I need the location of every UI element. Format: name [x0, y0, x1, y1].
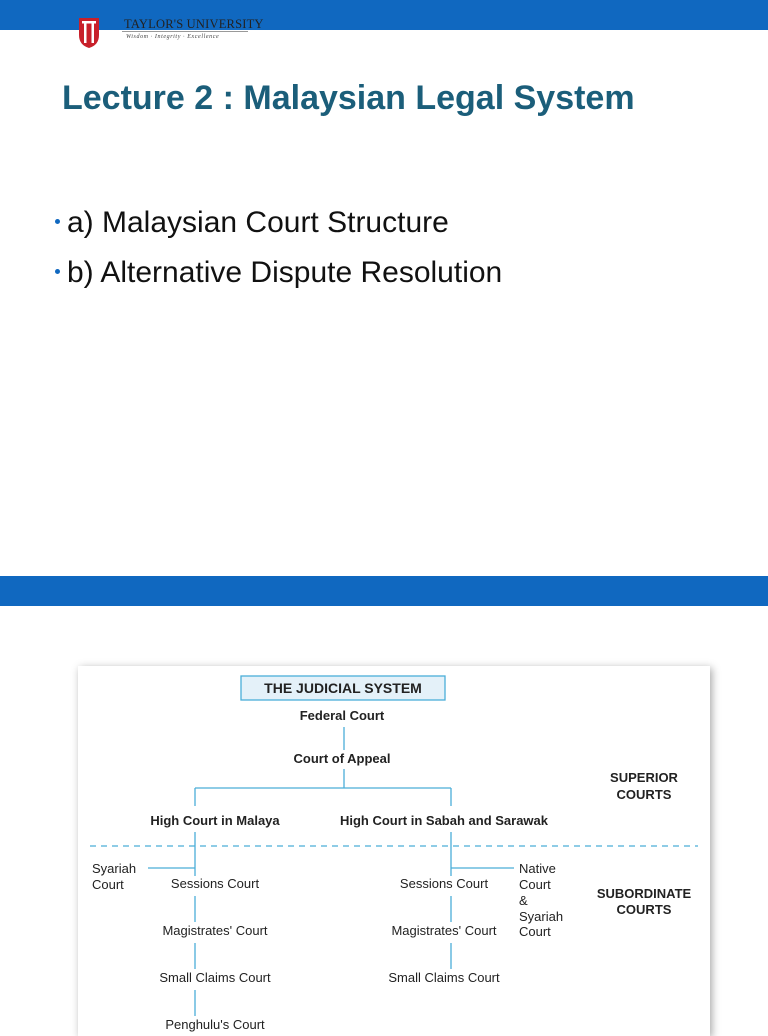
- high-court-malaya: High Court in Malaya: [150, 813, 280, 828]
- bullet-list: [55, 198, 502, 298]
- logo-crest-icon: [78, 17, 100, 49]
- sessions-court-right: Sessions Court: [399, 876, 489, 891]
- university-logo: [78, 17, 264, 51]
- next-slide-header-bar: [0, 576, 768, 606]
- judicial-system-svg: [78, 666, 710, 1036]
- judicial-system-diagram: [78, 666, 710, 1036]
- federal-court: Federal Court: [299, 708, 385, 723]
- logo-name: TAYLOR'S UNIVERSITY: [124, 17, 264, 31]
- subordinate-label: COURTS: [616, 902, 672, 917]
- small-claims-court-left: Small Claims Court: [159, 970, 271, 985]
- subordinate-label: SUBORDINATE: [596, 886, 692, 901]
- slide-title: Lecture 2 : Malaysian Legal System: [62, 79, 635, 117]
- syariah-court-left: Syariah: [92, 861, 137, 876]
- syariah-court-left: Court: [92, 877, 124, 892]
- native-syariah-court: Court: [519, 877, 551, 892]
- superior-label: SUPERIOR: [610, 770, 678, 785]
- native-syariah-court: Syariah: [519, 909, 564, 924]
- sessions-court-left: Sessions Court: [170, 876, 260, 891]
- logo-tagline: Wisdom · Integrity · Excellence: [126, 34, 220, 40]
- court-of-appeal: Court of Appeal: [293, 751, 391, 766]
- bullet-item: [55, 198, 502, 248]
- bullet-text: a) Malaysian Court Structure: [67, 206, 449, 239]
- bullet-dot-icon: [55, 269, 60, 274]
- small-claims-court-right: Small Claims Court: [388, 970, 500, 985]
- native-syariah-court: Court: [519, 924, 551, 939]
- diagram-title: THE JUDICIAL SYSTEM: [264, 680, 422, 696]
- bullet-dot-icon: [55, 219, 60, 224]
- native-syariah-court: &: [519, 893, 528, 908]
- high-court-sabah-sarawak: High Court in Sabah and Sarawak: [339, 813, 549, 828]
- bullet-text: b) Alternative Dispute Resolution: [67, 256, 503, 289]
- magistrates-court-right: Magistrates' Court: [391, 923, 497, 938]
- bullet-item: [55, 248, 502, 298]
- penghulus-court: Penghulu's Court: [165, 1017, 265, 1032]
- magistrates-court-left: Magistrates' Court: [162, 923, 268, 938]
- superior-label: COURTS: [616, 787, 672, 802]
- native-syariah-court: Native: [519, 861, 556, 876]
